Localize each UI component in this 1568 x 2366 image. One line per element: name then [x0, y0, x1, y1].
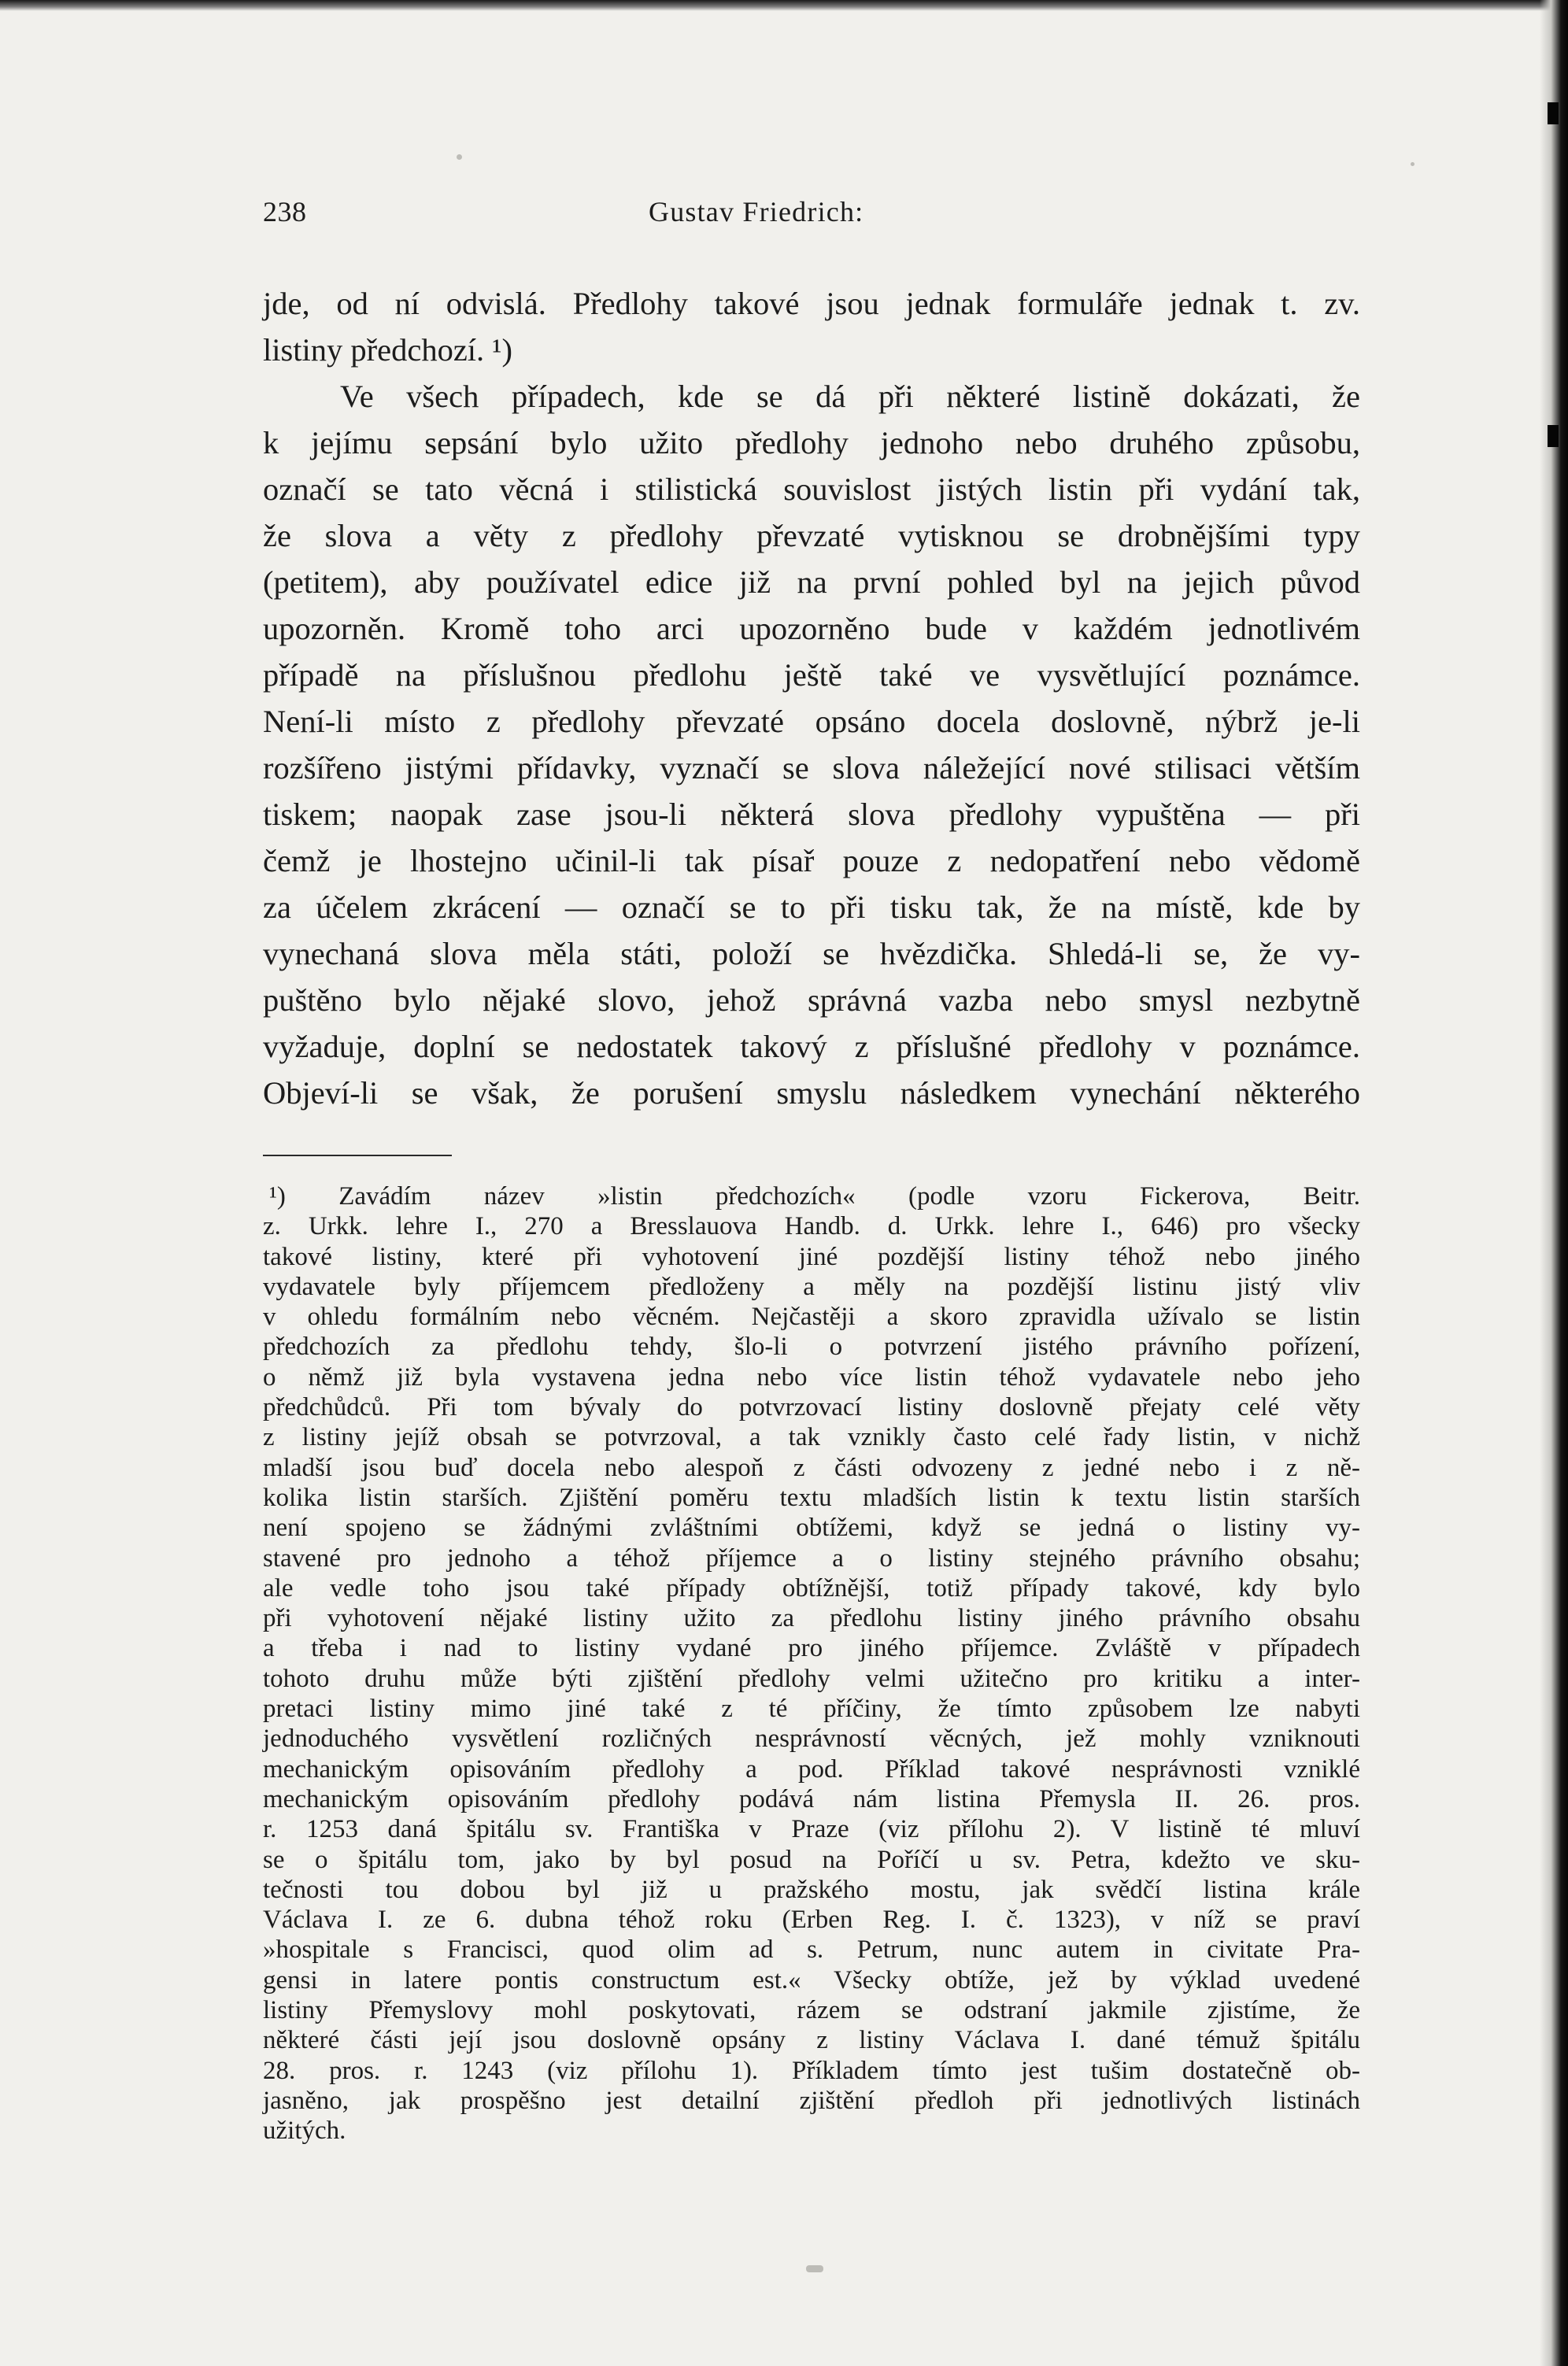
footnote-line: tečnosti tou dobou byl již u pražského mostu, jak svědčí listina krále [263, 1875, 1360, 1904]
footnote-line: r. 1253 daná špitálu sv. Františka v Praze (viz přílohu 2). V listině té mluví [263, 1815, 1360, 1844]
text-line: tiskem; naopak zase jsou-li některá slova předlohy vypuštěna — při [263, 797, 1360, 832]
page-header [263, 195, 1360, 242]
text-line: Objeví-li se však, že porušení smyslu následkem vynechání některého [263, 1075, 1360, 1111]
text-line: čemž je lhostejno učinil-li tak písař pouze z nedopatření nebo vědomě [263, 843, 1360, 878]
paper-speck [1411, 162, 1415, 166]
footnote-line: některé části její jsou doslovně opsány z listiny Václava I. dané témuž špitálu [263, 2026, 1360, 2055]
text-line: Není-li místo z předlohy převzaté opsáno docela doslovně, nýbrž je-li [263, 704, 1360, 739]
footnote-line: mechanickým opisováním předlohy a pod. Příklad takové nesprávnosti vzniklé [263, 1754, 1360, 1784]
footnote-line: mladší jsou buď docela nebo alespoň z části odvozeny z jedné nebo i z ně- [263, 1453, 1360, 1482]
text-line: jde, od ní odvislá. Předlohy takové jsou jednak formuláře jednak t. zv. [263, 286, 1360, 321]
footnote-line: 28. pros. r. 1243 (viz přílohu 1). Příkladem tímto jest tušim dostatečně ob- [263, 2056, 1360, 2085]
footnote-line: z. Urkk. lehre I., 270 a Bresslauova Handb. d. Urkk. lehre I., 646) pro všecky [263, 1212, 1360, 1241]
paper-speck [457, 154, 462, 160]
footnote-line: »hospitale s Francisci, quod olim ad s. Petrum, nunc autem in civitate Pra- [263, 1935, 1360, 1965]
text-line: za účelem zkrácení — označí se to při tisku tak, že na místě, kde by [263, 889, 1360, 925]
paper-speck [806, 2265, 823, 2272]
footnote-line: Václava I. ze 6. dubna téhož roku (Erben Reg. I. č. 1323), v níž se praví [263, 1906, 1360, 1935]
text-line: vynechaná slova měla státi, položí se hvězdička. Shledá-li se, že vy- [263, 936, 1360, 971]
text-line: případě na příslušnou předlohu ještě také ve vysvětlující poznámce. [263, 657, 1360, 693]
footnote-line: stavené pro jednoho a téhož příjemce a o listiny stejného právního obsahu; [263, 1543, 1360, 1573]
footnote-line: a třeba i nad to listiny vydané pro jiného příjemce. Zvláště v případech [263, 1634, 1360, 1663]
footnote-line: není spojeno se žádnými zvláštními obtížemi, když se jedná o listiny vy- [263, 1514, 1360, 1543]
scan-notch [1548, 102, 1559, 124]
text-line: listiny předchozí. ¹) [263, 332, 512, 368]
footnote-line: v ohledu formálním nebo věcném. Nejčastěji a skoro zpravidla užívalo se listin [263, 1303, 1360, 1332]
text-line: rozšířeno jistými přídavky, vyznačí se slova náležející nové stilisaci větším [263, 750, 1360, 786]
footnote-rule [263, 1155, 452, 1156]
footnote-line: jasněno, jak prospěšno jest detailní zjištění předloh při jednotlivých listinách [263, 2086, 1360, 2115]
document-page [263, 195, 1360, 2146]
footnotes [263, 1181, 1360, 2146]
footnote-line: užitých. [263, 2116, 346, 2146]
text-line: označí se tato věcná i stilistická souvislost jistých listin při vydání tak, [263, 471, 1360, 507]
text-line: (petitem), aby používatel edice již na první pohled byl na jejich původ [263, 564, 1360, 600]
scan-edge-top [0, 0, 1568, 11]
footnote-line: pretaci listiny mimo jiné také z té příčiny, že tímto způsobem lze nabyti [263, 1695, 1360, 1724]
footnote-line: se o špitálu tom, jako by byl posud na Poříčí u sv. Petra, kdežto ve sku- [263, 1845, 1360, 1874]
running-head: Gustav Friedrich: [649, 196, 864, 227]
footnote-line: z listiny jejíž obsah se potvrzoval, a tak vznikly často celé řady listin, v nichž [263, 1423, 1360, 1452]
scan-edge-right [1540, 0, 1568, 2366]
footnote-line: jednoduchého vysvětlení rozličných nesprávností věcných, jež mohly vzniknouti [263, 1725, 1360, 1754]
page-number: 238 [263, 196, 307, 227]
footnote-line: o němž již byla vystavena jedna nebo více listin téhož vydavatele nebo jeho [263, 1362, 1360, 1392]
footnote-line: tohoto druhu může býti zjištění předlohy velmi užitečno pro kritiku a inter- [263, 1664, 1360, 1693]
text-line: puštěno bylo nějaké slovo, jehož správná vazba nebo smysl nezbytně [263, 982, 1360, 1018]
scan-notch [1548, 425, 1559, 447]
footnote-line: takové listiny, které při vyhotovení jiné pozdější listiny téhož nebo jiného [263, 1242, 1360, 1271]
text-line: že slova a věty z předlohy převzaté vytisknou se drobnějšími typy [263, 518, 1360, 553]
footnote-line: listiny Přemyslovy mohl poskytovati, rázem se odstraní jakmile zjistíme, že [263, 1996, 1360, 2025]
text-line: Ve všech případech, kde se dá při některé listině dokázati, že [340, 379, 1360, 414]
footnote-line: gensi in latere pontis constructum est.« Všecky obtíže, jež by výklad uvedené [263, 1965, 1360, 1994]
footnote-line: ¹) Zavádím název »listin předchozích« (podle vzoru Fickerova, Beitr. [269, 1182, 1360, 1211]
footnote-line: předchozích za předlohu tehdy, šlo-li o potvrzení jistého právního pořízení, [263, 1333, 1360, 1362]
main-text [263, 280, 1360, 1116]
footnote-line: předchůdců. Při tom bývaly do potvrzovací listiny doslovně přejaty celé věty [263, 1393, 1360, 1422]
footnote-line: mechanickým opisováním předlohy podává nám listina Přemysla II. 26. pros. [263, 1784, 1360, 1813]
footnote-line: ale vedle toho jsou také případy obtížnější, totiž případy takové, kdy bylo [263, 1573, 1360, 1603]
text-line: upozorněn. Kromě toho arci upozorněno bude v každém jednotlivém [263, 611, 1360, 646]
footnote-line: při vyhotovení nějaké listiny užito za předlohu listiny jiného právního obsahu [263, 1604, 1360, 1633]
text-line: k jejímu sepsání bylo užito předlohy jednoho nebo druhého způsobu, [263, 425, 1360, 460]
footnote-line: vydavatele byly příjemcem předloženy a měly na pozdější listinu jistý vliv [263, 1272, 1360, 1301]
text-line: vyžaduje, doplní se nedostatek takový z příslušné předlohy v poznámce. [263, 1029, 1360, 1064]
footnote-line: kolika listin starších. Zjištění poměru textu mladších listin k textu listin starších [263, 1483, 1360, 1512]
